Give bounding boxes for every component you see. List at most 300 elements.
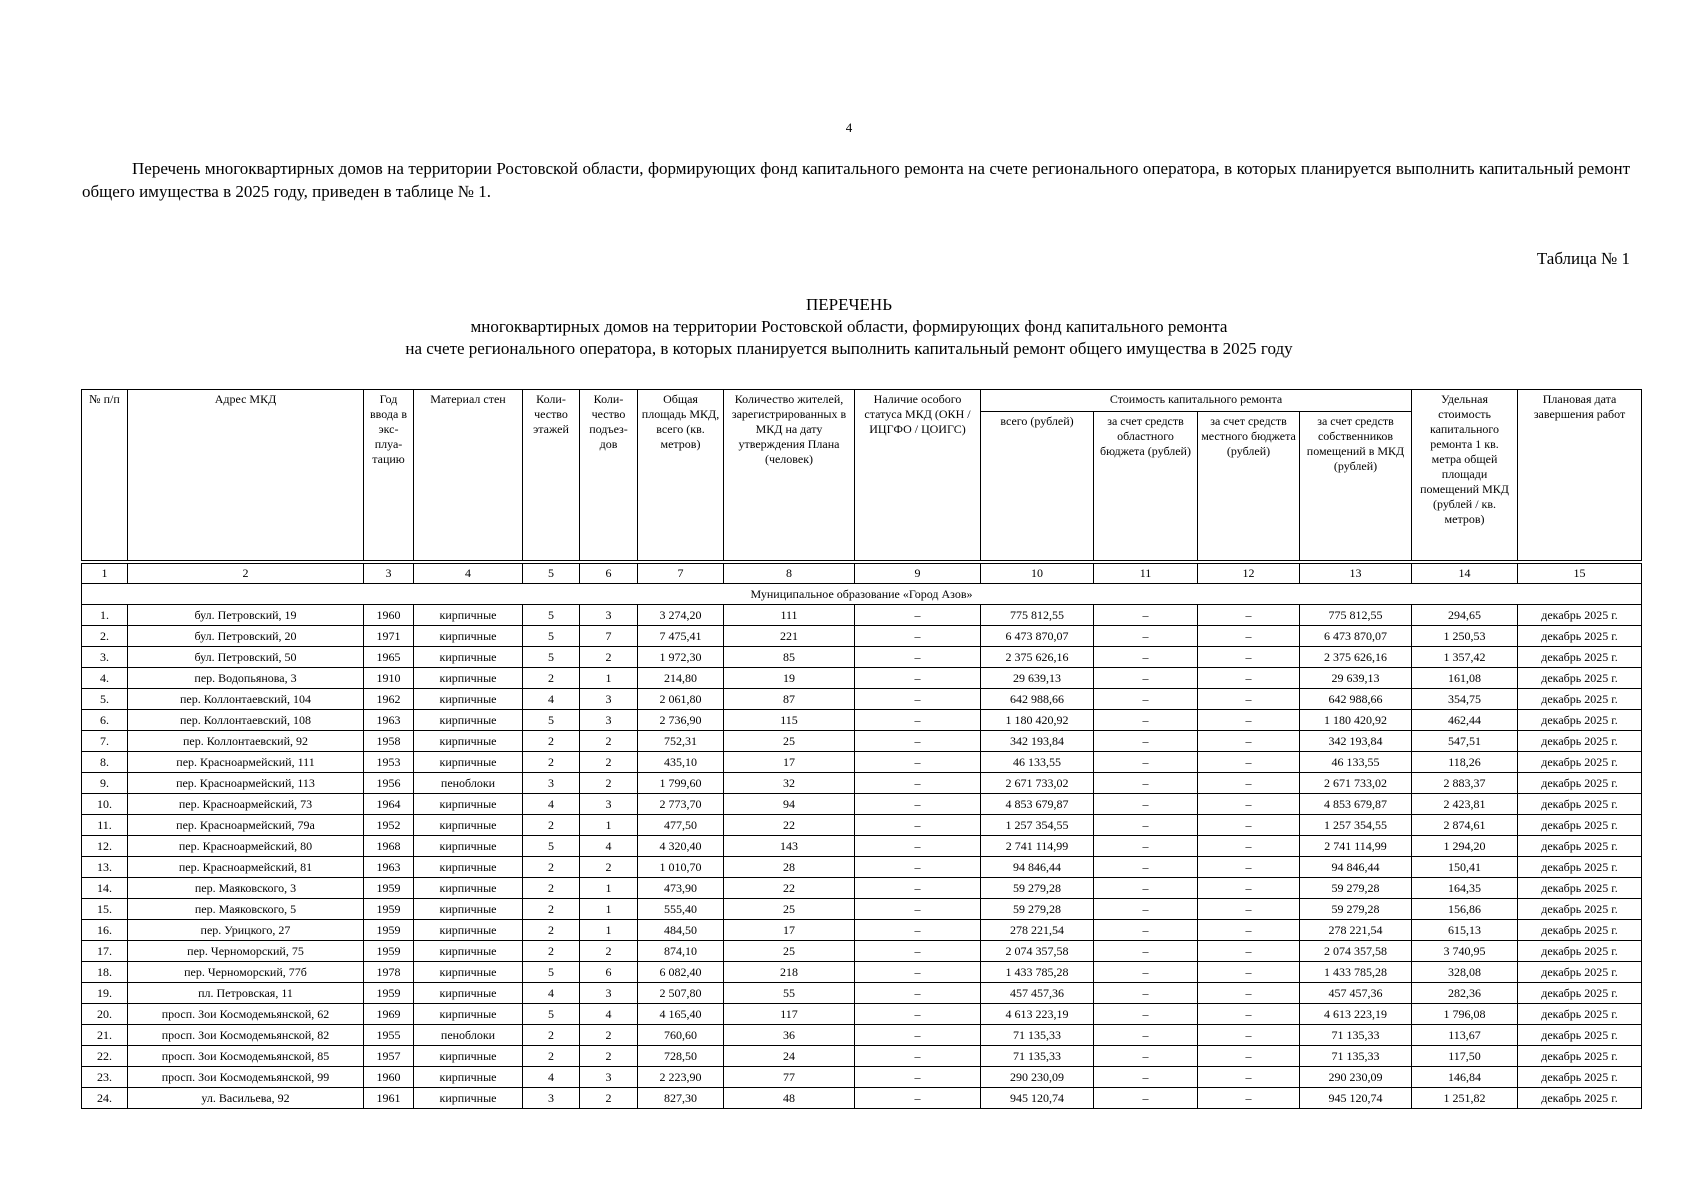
address-cell: пер. Красноармейский, 111 bbox=[128, 752, 364, 773]
residents-cell: 36 bbox=[724, 1025, 855, 1046]
end-date-cell: декабрь 2025 г. bbox=[1518, 752, 1642, 773]
row-number: 17. bbox=[82, 941, 128, 962]
cost-owners-cell: 2 375 626,16 bbox=[1300, 647, 1412, 668]
year-cell: 1978 bbox=[364, 962, 414, 983]
column-number: 8 bbox=[724, 564, 855, 584]
status-cell: – bbox=[855, 962, 981, 983]
cost-regional-cell: – bbox=[1094, 920, 1198, 941]
residents-cell: 25 bbox=[724, 731, 855, 752]
year-cell: 1965 bbox=[364, 647, 414, 668]
floors-cell: 2 bbox=[523, 731, 580, 752]
cost-local-cell: – bbox=[1198, 983, 1300, 1004]
residents-cell: 48 bbox=[724, 1088, 855, 1109]
cost-total-cell: 290 230,09 bbox=[981, 1067, 1094, 1088]
cost-total-cell: 2 671 733,02 bbox=[981, 773, 1094, 794]
material-cell: кирпичные bbox=[414, 941, 523, 962]
cost-owners-cell: 59 279,28 bbox=[1300, 878, 1412, 899]
year-cell: 1961 bbox=[364, 1088, 414, 1109]
entrances-cell: 2 bbox=[580, 752, 638, 773]
row-number: 1. bbox=[82, 605, 128, 626]
status-cell: – bbox=[855, 710, 981, 731]
houses-table bbox=[81, 389, 1642, 1109]
material-cell: кирпичные bbox=[414, 1067, 523, 1088]
cost-total-cell: 278 221,54 bbox=[981, 920, 1094, 941]
material-cell: кирпичные bbox=[414, 962, 523, 983]
table-row bbox=[82, 1046, 1642, 1067]
area-cell: 2 736,90 bbox=[638, 710, 724, 731]
cost-total-cell: 642 988,66 bbox=[981, 689, 1094, 710]
cost-local-cell: – bbox=[1198, 815, 1300, 836]
entrances-cell: 3 bbox=[580, 605, 638, 626]
row-number: 8. bbox=[82, 752, 128, 773]
cost-total-cell: 46 133,55 bbox=[981, 752, 1094, 773]
row-number: 5. bbox=[82, 689, 128, 710]
cost-local-cell: – bbox=[1198, 605, 1300, 626]
residents-cell: 32 bbox=[724, 773, 855, 794]
floors-cell: 5 bbox=[523, 626, 580, 647]
year-cell: 1959 bbox=[364, 899, 414, 920]
floors-cell: 5 bbox=[523, 1004, 580, 1025]
page-number: 4 bbox=[845, 120, 853, 135]
row-number: 4. bbox=[82, 668, 128, 689]
header-cost-owners: за счет средств собственников помещений в МКД (рублей) bbox=[1300, 412, 1412, 561]
address-cell: просп. Зои Космодемьянской, 82 bbox=[128, 1025, 364, 1046]
header-material: Материал стен bbox=[414, 390, 523, 561]
entrances-cell: 3 bbox=[580, 1067, 638, 1088]
column-number: 15 bbox=[1518, 564, 1642, 584]
floors-cell: 5 bbox=[523, 605, 580, 626]
year-cell: 1960 bbox=[364, 605, 414, 626]
row-number: 15. bbox=[82, 899, 128, 920]
address-cell: пер. Коллонтаевский, 108 bbox=[128, 710, 364, 731]
cost-owners-cell: 2 074 357,58 bbox=[1300, 941, 1412, 962]
address-cell: пер. Маяковского, 5 bbox=[128, 899, 364, 920]
floors-cell: 4 bbox=[523, 794, 580, 815]
end-date-cell: декабрь 2025 г. bbox=[1518, 731, 1642, 752]
table-row bbox=[82, 1025, 1642, 1046]
cost-total-cell: 4 853 679,87 bbox=[981, 794, 1094, 815]
end-date-cell: декабрь 2025 г. bbox=[1518, 647, 1642, 668]
end-date-cell: декабрь 2025 г. bbox=[1518, 857, 1642, 878]
cost-regional-cell: – bbox=[1094, 941, 1198, 962]
cost-total-cell: 6 473 870,07 bbox=[981, 626, 1094, 647]
row-number: 24. bbox=[82, 1088, 128, 1109]
table-row bbox=[82, 794, 1642, 815]
area-cell: 1 010,70 bbox=[638, 857, 724, 878]
area-cell: 2 223,90 bbox=[638, 1067, 724, 1088]
material-cell: кирпичные bbox=[414, 794, 523, 815]
table-row bbox=[82, 689, 1642, 710]
material-cell: кирпичные bbox=[414, 626, 523, 647]
area-cell: 214,80 bbox=[638, 668, 724, 689]
entrances-cell: 2 bbox=[580, 857, 638, 878]
residents-cell: 111 bbox=[724, 605, 855, 626]
column-number: 5 bbox=[523, 564, 580, 584]
end-date-cell: декабрь 2025 г. bbox=[1518, 878, 1642, 899]
status-cell: – bbox=[855, 1088, 981, 1109]
area-cell: 1 972,30 bbox=[638, 647, 724, 668]
area-cell: 477,50 bbox=[638, 815, 724, 836]
address-cell: пер. Маяковского, 3 bbox=[128, 878, 364, 899]
specific-cost-cell: 547,51 bbox=[1412, 731, 1518, 752]
year-cell: 1959 bbox=[364, 941, 414, 962]
cost-local-cell: – bbox=[1198, 689, 1300, 710]
title-line-1: ПЕРЕЧЕНЬ bbox=[806, 295, 892, 314]
table-row bbox=[82, 899, 1642, 920]
cost-owners-cell: 342 193,84 bbox=[1300, 731, 1412, 752]
cost-total-cell: 71 135,33 bbox=[981, 1046, 1094, 1067]
year-cell: 1963 bbox=[364, 710, 414, 731]
cost-total-cell: 94 846,44 bbox=[981, 857, 1094, 878]
address-cell: пер. Красноармейский, 80 bbox=[128, 836, 364, 857]
header-cost-group: Стоимость капитального ремонта bbox=[981, 390, 1412, 412]
residents-cell: 115 bbox=[724, 710, 855, 731]
cost-total-cell: 59 279,28 bbox=[981, 899, 1094, 920]
column-numbers bbox=[82, 564, 1642, 605]
column-number: 2 bbox=[128, 564, 364, 584]
residents-cell: 19 bbox=[724, 668, 855, 689]
specific-cost-cell: 3 740,95 bbox=[1412, 941, 1518, 962]
material-cell: кирпичные bbox=[414, 1004, 523, 1025]
entrances-cell: 1 bbox=[580, 920, 638, 941]
status-cell: – bbox=[855, 689, 981, 710]
floors-cell: 3 bbox=[523, 773, 580, 794]
year-cell: 1968 bbox=[364, 836, 414, 857]
material-cell: пеноблоки bbox=[414, 1025, 523, 1046]
specific-cost-cell: 150,41 bbox=[1412, 857, 1518, 878]
table-row bbox=[82, 857, 1642, 878]
address-cell: просп. Зои Космодемьянской, 85 bbox=[128, 1046, 364, 1067]
floors-cell: 2 bbox=[523, 1046, 580, 1067]
cost-owners-cell: 1 433 785,28 bbox=[1300, 962, 1412, 983]
header-cost-local: за счет средств местного бюджета (рублей) bbox=[1198, 412, 1300, 561]
floors-cell: 5 bbox=[523, 710, 580, 731]
address-cell: пер. Черноморский, 75 bbox=[128, 941, 364, 962]
year-cell: 1959 bbox=[364, 983, 414, 1004]
floors-cell: 2 bbox=[523, 920, 580, 941]
entrances-cell: 4 bbox=[580, 1004, 638, 1025]
column-number: 14 bbox=[1412, 564, 1518, 584]
status-cell: – bbox=[855, 857, 981, 878]
residents-cell: 85 bbox=[724, 647, 855, 668]
floors-cell: 2 bbox=[523, 1025, 580, 1046]
floors-cell: 2 bbox=[523, 878, 580, 899]
cost-owners-cell: 1 257 354,55 bbox=[1300, 815, 1412, 836]
address-cell: пер. Красноармейский, 113 bbox=[128, 773, 364, 794]
material-cell: кирпичные bbox=[414, 731, 523, 752]
status-cell: – bbox=[855, 983, 981, 1004]
end-date-cell: декабрь 2025 г. bbox=[1518, 668, 1642, 689]
cost-local-cell: – bbox=[1198, 731, 1300, 752]
cost-total-cell: 2 074 357,58 bbox=[981, 941, 1094, 962]
cost-regional-cell: – bbox=[1094, 668, 1198, 689]
row-number: 11. bbox=[82, 815, 128, 836]
residents-cell: 22 bbox=[724, 815, 855, 836]
cost-total-cell: 1 180 420,92 bbox=[981, 710, 1094, 731]
specific-cost-cell: 156,86 bbox=[1412, 899, 1518, 920]
area-cell: 2 061,80 bbox=[638, 689, 724, 710]
residents-cell: 28 bbox=[724, 857, 855, 878]
table-row bbox=[82, 752, 1642, 773]
cost-owners-cell: 71 135,33 bbox=[1300, 1025, 1412, 1046]
specific-cost-cell: 1 294,20 bbox=[1412, 836, 1518, 857]
status-cell: – bbox=[855, 626, 981, 647]
year-cell: 1971 bbox=[364, 626, 414, 647]
end-date-cell: декабрь 2025 г. bbox=[1518, 1046, 1642, 1067]
column-number: 9 bbox=[855, 564, 981, 584]
cost-regional-cell: – bbox=[1094, 1004, 1198, 1025]
entrances-cell: 1 bbox=[580, 878, 638, 899]
header-num: № п/п bbox=[82, 390, 128, 561]
specific-cost-cell: 146,84 bbox=[1412, 1067, 1518, 1088]
area-cell: 827,30 bbox=[638, 1088, 724, 1109]
cost-regional-cell: – bbox=[1094, 857, 1198, 878]
material-cell: кирпичные bbox=[414, 605, 523, 626]
cost-total-cell: 1 433 785,28 bbox=[981, 962, 1094, 983]
header-cost-total: всего (рублей) bbox=[981, 412, 1094, 561]
status-cell: – bbox=[855, 899, 981, 920]
row-number: 16. bbox=[82, 920, 128, 941]
year-cell: 1957 bbox=[364, 1046, 414, 1067]
specific-cost-cell: 161,08 bbox=[1412, 668, 1518, 689]
address-cell: бул. Петровский, 20 bbox=[128, 626, 364, 647]
title-line-3: на счете регионального оператора, в которых планируется выполнить капитальный ремонт общего имущества в 2025 году bbox=[405, 339, 1293, 358]
table-row bbox=[82, 1004, 1642, 1025]
table-row bbox=[82, 941, 1642, 962]
row-number: 6. bbox=[82, 710, 128, 731]
specific-cost-cell: 1 250,53 bbox=[1412, 626, 1518, 647]
cost-owners-cell: 2 741 114,99 bbox=[1300, 836, 1412, 857]
cost-total-cell: 342 193,84 bbox=[981, 731, 1094, 752]
end-date-cell: декабрь 2025 г. bbox=[1518, 689, 1642, 710]
residents-cell: 22 bbox=[724, 878, 855, 899]
entrances-cell: 2 bbox=[580, 1088, 638, 1109]
status-cell: – bbox=[855, 752, 981, 773]
material-cell: кирпичные bbox=[414, 920, 523, 941]
cost-regional-cell: – bbox=[1094, 1088, 1198, 1109]
area-cell: 760,60 bbox=[638, 1025, 724, 1046]
material-cell: пеноблоки bbox=[414, 773, 523, 794]
floors-cell: 3 bbox=[523, 1088, 580, 1109]
status-cell: – bbox=[855, 1004, 981, 1025]
cost-total-cell: 775 812,55 bbox=[981, 605, 1094, 626]
header-specific-cost: Удельная стоимость капитального ремонта 1 кв. метра общей площади помещений МКД (рублей / кв. метров) bbox=[1412, 390, 1518, 561]
year-cell: 1959 bbox=[364, 878, 414, 899]
entrances-cell: 3 bbox=[580, 689, 638, 710]
status-cell: – bbox=[855, 1025, 981, 1046]
status-cell: – bbox=[855, 794, 981, 815]
address-cell: пер. Урицкого, 27 bbox=[128, 920, 364, 941]
residents-cell: 87 bbox=[724, 689, 855, 710]
cost-local-cell: – bbox=[1198, 1046, 1300, 1067]
header-address: Адрес МКД bbox=[128, 390, 364, 561]
specific-cost-cell: 113,67 bbox=[1412, 1025, 1518, 1046]
address-cell: просп. Зои Космодемьянской, 99 bbox=[128, 1067, 364, 1088]
specific-cost-cell: 1 357,42 bbox=[1412, 647, 1518, 668]
cost-regional-cell: – bbox=[1094, 983, 1198, 1004]
table-label: Таблица № 1 bbox=[1536, 249, 1630, 268]
cost-local-cell: – bbox=[1198, 899, 1300, 920]
residents-cell: 143 bbox=[724, 836, 855, 857]
table-row bbox=[82, 962, 1642, 983]
table-row bbox=[82, 878, 1642, 899]
table-row bbox=[82, 710, 1642, 731]
address-cell: пер. Коллонтаевский, 104 bbox=[128, 689, 364, 710]
address-cell: просп. Зои Космодемьянской, 62 bbox=[128, 1004, 364, 1025]
material-cell: кирпичные bbox=[414, 689, 523, 710]
specific-cost-cell: 462,44 bbox=[1412, 710, 1518, 731]
entrances-cell: 1 bbox=[580, 668, 638, 689]
section-title: Муниципальное образование «Город Азов» bbox=[82, 584, 1642, 605]
cost-total-cell: 945 120,74 bbox=[981, 1088, 1094, 1109]
specific-cost-cell: 328,08 bbox=[1412, 962, 1518, 983]
row-number: 10. bbox=[82, 794, 128, 815]
column-number: 7 bbox=[638, 564, 724, 584]
cost-regional-cell: – bbox=[1094, 731, 1198, 752]
floors-cell: 5 bbox=[523, 962, 580, 983]
cost-local-cell: – bbox=[1198, 941, 1300, 962]
table-row bbox=[82, 983, 1642, 1004]
year-cell: 1952 bbox=[364, 815, 414, 836]
header-status: Наличие особого статуса МКД (ОКН / ИЦГФО / ЦОИГС) bbox=[855, 390, 981, 561]
cost-owners-cell: 29 639,13 bbox=[1300, 668, 1412, 689]
floors-cell: 2 bbox=[523, 899, 580, 920]
column-number: 4 bbox=[414, 564, 523, 584]
cost-owners-cell: 775 812,55 bbox=[1300, 605, 1412, 626]
column-number: 12 bbox=[1198, 564, 1300, 584]
cost-regional-cell: – bbox=[1094, 1025, 1198, 1046]
material-cell: кирпичные bbox=[414, 752, 523, 773]
floors-cell: 4 bbox=[523, 983, 580, 1004]
title-line-2: многоквартирных домов на территории Ростовской области, формирующих фонд капитального ремонта bbox=[470, 317, 1228, 336]
cost-local-cell: – bbox=[1198, 668, 1300, 689]
year-cell: 1910 bbox=[364, 668, 414, 689]
entrances-cell: 1 bbox=[580, 899, 638, 920]
end-date-cell: декабрь 2025 г. bbox=[1518, 773, 1642, 794]
table-row bbox=[82, 920, 1642, 941]
status-cell: – bbox=[855, 647, 981, 668]
floors-cell: 4 bbox=[523, 689, 580, 710]
address-cell: бул. Петровский, 50 bbox=[128, 647, 364, 668]
end-date-cell: декабрь 2025 г. bbox=[1518, 626, 1642, 647]
area-cell: 435,10 bbox=[638, 752, 724, 773]
column-number: 13 bbox=[1300, 564, 1412, 584]
address-cell: пер. Черноморский, 77б bbox=[128, 962, 364, 983]
year-cell: 1958 bbox=[364, 731, 414, 752]
residents-cell: 117 bbox=[724, 1004, 855, 1025]
entrances-cell: 1 bbox=[580, 815, 638, 836]
table-row bbox=[82, 1067, 1642, 1088]
specific-cost-cell: 117,50 bbox=[1412, 1046, 1518, 1067]
end-date-cell: декабрь 2025 г. bbox=[1518, 983, 1642, 1004]
table-row bbox=[82, 626, 1642, 647]
cost-regional-cell: – bbox=[1094, 962, 1198, 983]
row-number: 23. bbox=[82, 1067, 128, 1088]
status-cell: – bbox=[855, 731, 981, 752]
cost-owners-cell: 457 457,36 bbox=[1300, 983, 1412, 1004]
end-date-cell: декабрь 2025 г. bbox=[1518, 815, 1642, 836]
year-cell: 1953 bbox=[364, 752, 414, 773]
cost-regional-cell: – bbox=[1094, 689, 1198, 710]
status-cell: – bbox=[855, 1046, 981, 1067]
table-row bbox=[82, 815, 1642, 836]
year-cell: 1956 bbox=[364, 773, 414, 794]
cost-local-cell: – bbox=[1198, 1067, 1300, 1088]
cost-owners-cell: 6 473 870,07 bbox=[1300, 626, 1412, 647]
row-number: 9. bbox=[82, 773, 128, 794]
material-cell: кирпичные bbox=[414, 857, 523, 878]
cost-regional-cell: – bbox=[1094, 815, 1198, 836]
column-number: 11 bbox=[1094, 564, 1198, 584]
specific-cost-cell: 294,65 bbox=[1412, 605, 1518, 626]
end-date-cell: декабрь 2025 г. bbox=[1518, 605, 1642, 626]
cost-owners-cell: 46 133,55 bbox=[1300, 752, 1412, 773]
specific-cost-cell: 282,36 bbox=[1412, 983, 1518, 1004]
cost-total-cell: 457 457,36 bbox=[981, 983, 1094, 1004]
cost-regional-cell: – bbox=[1094, 773, 1198, 794]
end-date-cell: декабрь 2025 г. bbox=[1518, 941, 1642, 962]
specific-cost-cell: 2 883,37 bbox=[1412, 773, 1518, 794]
cost-local-cell: – bbox=[1198, 920, 1300, 941]
row-number: 18. bbox=[82, 962, 128, 983]
specific-cost-cell: 354,75 bbox=[1412, 689, 1518, 710]
area-cell: 3 274,20 bbox=[638, 605, 724, 626]
cost-owners-cell: 2 671 733,02 bbox=[1300, 773, 1412, 794]
cost-regional-cell: – bbox=[1094, 647, 1198, 668]
residents-cell: 24 bbox=[724, 1046, 855, 1067]
row-number: 7. bbox=[82, 731, 128, 752]
floors-cell: 2 bbox=[523, 815, 580, 836]
entrances-cell: 6 bbox=[580, 962, 638, 983]
cost-owners-cell: 71 135,33 bbox=[1300, 1046, 1412, 1067]
residents-cell: 17 bbox=[724, 920, 855, 941]
entrances-cell: 2 bbox=[580, 1025, 638, 1046]
header-floors: Коли- чество этажей bbox=[523, 390, 580, 561]
area-cell: 4 320,40 bbox=[638, 836, 724, 857]
year-cell: 1955 bbox=[364, 1025, 414, 1046]
cost-regional-cell: – bbox=[1094, 1046, 1198, 1067]
cost-total-cell: 29 639,13 bbox=[981, 668, 1094, 689]
table-body bbox=[82, 605, 1642, 1109]
column-number: 3 bbox=[364, 564, 414, 584]
status-cell: – bbox=[855, 920, 981, 941]
table-row bbox=[82, 773, 1642, 794]
material-cell: кирпичные bbox=[414, 983, 523, 1004]
cost-owners-cell: 4 613 223,19 bbox=[1300, 1004, 1412, 1025]
table-row bbox=[82, 836, 1642, 857]
area-cell: 2 507,80 bbox=[638, 983, 724, 1004]
cost-regional-cell: – bbox=[1094, 605, 1198, 626]
cost-regional-cell: – bbox=[1094, 878, 1198, 899]
table-row bbox=[82, 605, 1642, 626]
header-end-date: Плановая дата завершения работ bbox=[1518, 390, 1642, 561]
specific-cost-cell: 1 796,08 bbox=[1412, 1004, 1518, 1025]
address-cell: пер. Красноармейский, 79а bbox=[128, 815, 364, 836]
floors-cell: 2 bbox=[523, 857, 580, 878]
floors-cell: 4 bbox=[523, 1067, 580, 1088]
floors-cell: 2 bbox=[523, 752, 580, 773]
cost-local-cell: – bbox=[1198, 794, 1300, 815]
cost-local-cell: – bbox=[1198, 773, 1300, 794]
area-cell: 555,40 bbox=[638, 899, 724, 920]
cost-owners-cell: 59 279,28 bbox=[1300, 899, 1412, 920]
header-cost-regional: за счет средств областного бюджета (рублей) bbox=[1094, 412, 1198, 561]
cost-local-cell: – bbox=[1198, 878, 1300, 899]
status-cell: – bbox=[855, 668, 981, 689]
cost-local-cell: – bbox=[1198, 710, 1300, 731]
table-row bbox=[82, 668, 1642, 689]
row-number: 19. bbox=[82, 983, 128, 1004]
